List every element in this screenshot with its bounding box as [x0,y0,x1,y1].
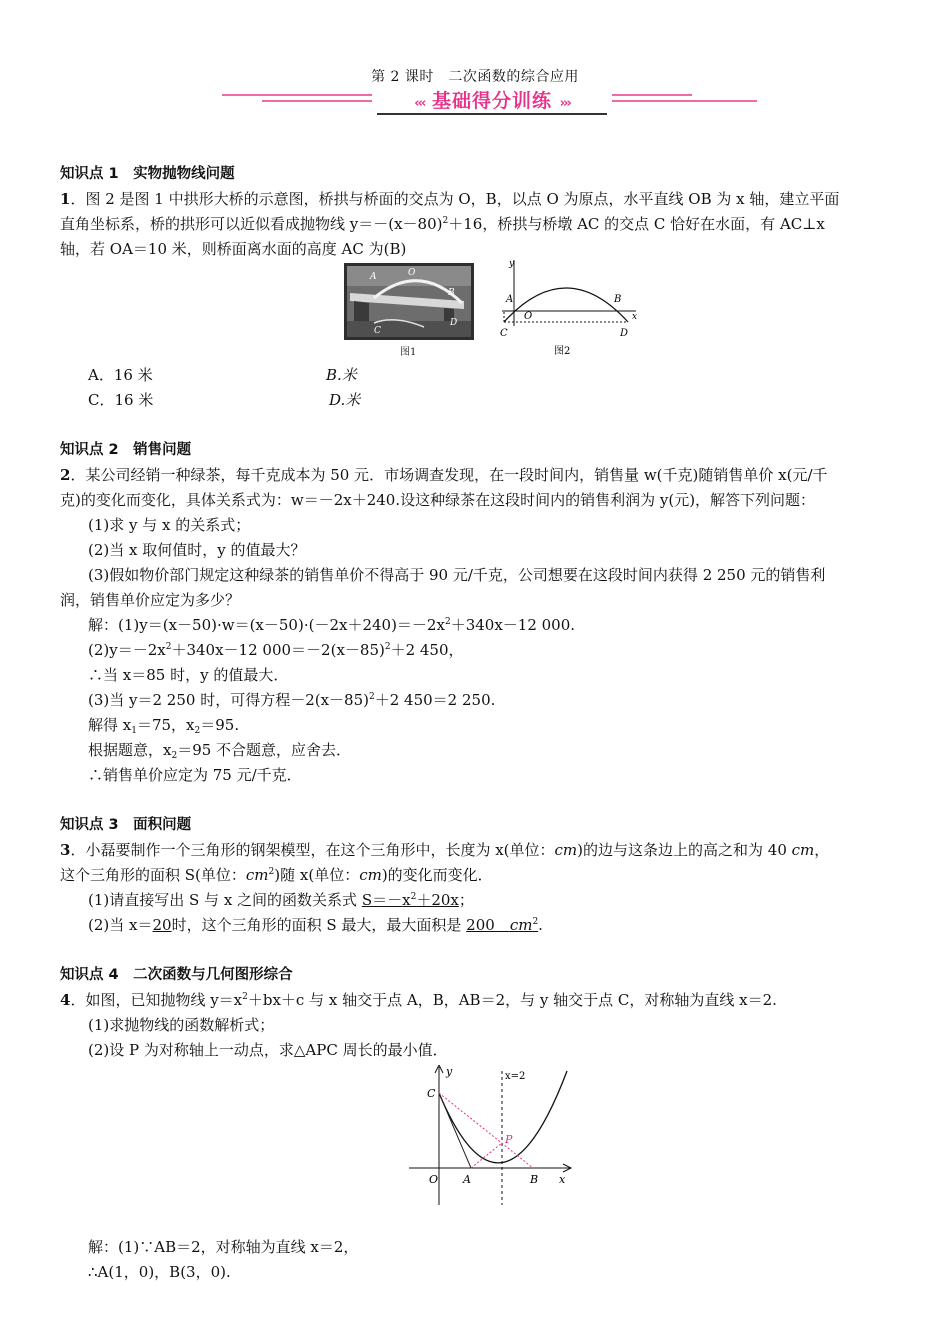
solution-text: 解得 x [88,716,132,734]
unit: cm [245,866,269,884]
q1-text: ．图 2 是图 1 中拱形大桥的示意图，桥拱与桥面的交点为 O，B，以点 O 为原点，水平直线 OB 为 x 轴，建立平面 [70,190,840,208]
banner-text: 基础得分训练 [431,90,552,112]
kp1-title: 知识点 1 实物抛物线问题 [60,166,235,182]
q3-text: ； [458,891,474,909]
q4-number: 4 [60,991,71,1009]
q1-options-row1 [88,364,893,386]
q2-solution-2 [88,639,893,661]
unit: cm [791,841,815,859]
superscript: 2 [268,867,275,877]
q3-text: )随 x(单位： [274,866,360,884]
chevron-right-icon: ››› [559,96,570,111]
q4-solution-2: ∴A(1，0)，B(3，0). [88,1263,231,1281]
q3-text: 时，这个三角形的面积 S 最大，最大面积是 [171,916,467,934]
q1-options-row2 [88,389,893,411]
solution-text: ＋2 450， [390,641,464,659]
q2-number: 2 [60,466,71,484]
answer-text: ＋20x [416,891,459,909]
solution-text: ＋340x－12 000. [450,616,576,634]
q3-text: ， [814,841,830,859]
superscript: 2 [242,992,248,1002]
chevron-left-icon: ‹‹‹ [414,96,425,111]
option-c: C．16 米 [88,391,154,409]
q4-part1: (1)求抛物线的函数解析式； [88,1016,275,1034]
figure-q4-parabola [405,1065,580,1215]
q2-solution-7: ∴销售单价应定为 75 元/千克． [88,766,302,784]
q3-line2 [60,864,895,886]
option-b: B.米 [326,366,357,384]
q4-text: ＋bx＋c 与 x 轴交于点 A，B，AB＝2，与 y 轴交于点 C，对称轴为直线 x＝2. [247,991,777,1009]
superscript: 2 [384,642,391,652]
q2-line2: 克)的变化而变化，具体关系式为：w＝－2x＋240.设这种绿茶在这段时间内的销售利润为 y(元)，解答下列问题： [60,491,816,509]
solution-text: ＝75，x [136,716,195,734]
q2-solution-3: ∴当 x＝85 时，y 的值最大． [88,666,289,684]
unit: cm [359,866,382,884]
section-banner [222,88,762,118]
fig2-caption: 图2 [554,346,571,357]
solution-text: ＝95. [200,716,240,734]
q1-line1 [60,188,895,210]
q3-text: 这个三角形的面积 S(单位： [60,866,246,884]
q1-line3: 轴，若 OA＝10 米，则桥面离水面的高度 AC 为(B) [60,240,407,258]
q3-text: (1)请直接写出 S 与 x 之间的函数关系式 [88,891,362,909]
q4-part2: (2)设 P 为对称轴上一动点，求△APC 周长的最小值． [88,1041,448,1059]
q3-line1 [60,839,895,861]
superscript: 2 [532,917,539,927]
banner-line [612,94,692,96]
fig2-label-x: x [632,312,638,322]
q4-fig-label-y: y [446,1065,453,1078]
q1-text: 直角坐标系，桥的拱形可以近似看成抛物线 y＝－(x－80) [60,215,443,233]
q2-part1: (1)求 y 与 x 的关系式； [88,516,251,534]
kp3-title: 知识点 3 面积问题 [60,817,192,833]
solution-text: ＝95 不合题意，应舍去． [177,741,352,759]
q4-solution-1: 解：(1)∵AB＝2，对称轴为直线 x＝2， [88,1238,359,1256]
q2-part2: (2)当 x 取何值时，y 的值最大？ [88,541,306,559]
fig1-label-o: O [408,268,416,278]
q3-text: . [538,916,543,934]
q3-text: (2)当 x＝ [88,916,153,934]
banner-line [612,100,757,102]
answer-text: x [402,891,411,909]
q1-line2 [60,213,895,235]
figure-1-photo [344,263,474,359]
q3-part2 [88,914,893,936]
q4-fig-label-a: A [463,1173,471,1186]
q3-answer-2: 20 [152,916,172,934]
q4-fig-label-p: P [505,1133,513,1146]
q3-number: 3 [60,841,71,859]
q3-text: )的边与这条边上的高之和为 40 [577,841,792,859]
q4-fig-label-b: B [530,1173,539,1186]
fig1-caption: 图1 [400,347,417,358]
lesson-title: 第 2 课时 二次函数的综合应用 [371,69,579,85]
banner-title [377,89,607,115]
kp4-title: 知识点 4 二次函数与几何图形综合 [60,967,293,983]
figure-2-diagram [496,256,646,359]
q4-fig-label-x: x [559,1173,566,1186]
fig1-label-b: B [448,288,455,298]
fig2-label-a: A [506,294,514,305]
q3-answer-1 [362,891,459,909]
answer-text: S＝－ [361,891,403,909]
answer-text: 200 [466,916,510,934]
q4-fig-label-c: C [427,1087,436,1100]
solution-text: 根据题意，x [88,741,172,759]
banner-line [262,100,372,102]
solution-text: (3)当 y＝2 250 时，可得方程－2(x－85) [88,691,369,709]
subscript: 1 [131,726,137,736]
q1-text: ＋16，桥拱与桥墩 AC 的交点 C 恰好在水面，有 AC⊥x [448,215,825,233]
subscript: 2 [194,726,201,736]
fig1-label-d: D [450,318,458,328]
q2-text: ．某公司经销一种绿茶，每千克成本为 50 元．市场调查发现，在一段时间内，销售量 w(千克)随销售单价 x(元/千 [70,466,828,484]
q2-part3: (3)假如物价部门规定这种绿茶的销售单价不得高于 90 元/千克，公司想要在这段时间内获得 2 250 元的销售利 [88,566,826,584]
kp2-title: 知识点 2 销售问题 [60,442,192,458]
q2-line1 [60,464,895,486]
q1-number: 1 [60,190,71,208]
q2-part3-cont: 润，销售单价应定为多少？ [60,591,241,609]
superscript: 2 [442,216,449,226]
solution-text: ＋2 450＝2 250. [374,691,496,709]
banner-line [222,94,372,96]
unit: cm [554,841,578,859]
q4-line1 [60,989,895,1011]
option-d: D.米 [329,391,361,409]
q4-text: ．如图，已知抛物线 y＝x [70,991,243,1009]
fig1-label-c: C [374,326,381,336]
solution-text: (2)y＝－2x [88,641,166,659]
q4-fig-label-o: O [429,1173,439,1186]
q3-part1 [88,889,893,911]
fig1-label-a: A [370,272,377,282]
fig2-label-d: D [620,328,629,339]
fig2-label-o: O [524,311,533,322]
superscript: 2 [165,642,172,652]
q3-text: ．小磊要制作一个三角形的钢架模型，在这个三角形中，长度为 x(单位： [70,841,555,859]
q2-solution-6 [88,739,893,761]
solution-text: 解：(1)y＝(x－50)·w＝(x－50)·(－2x＋240)＝－2x [88,616,445,634]
fig2-label-b: B [614,294,622,305]
q4-fig-label-axis: x=2 [505,1071,526,1082]
q2-solution-1 [88,614,893,636]
q3-text: )的变化而变化． [381,866,493,884]
option-a: A．16 米 [88,366,153,384]
superscript: 2 [444,617,451,627]
superscript: 2 [410,892,417,902]
q2-solution-4 [88,689,893,711]
q2-solution-5 [88,714,893,736]
fig2-label-c: C [500,328,508,339]
unit: cm [509,916,533,934]
solution-text: ＋340x－12 000＝－2(x－85) [171,641,385,659]
fig2-label-y: y [509,259,515,269]
superscript: 2 [369,692,375,702]
subscript: 2 [171,751,178,761]
q3-answer-3 [466,916,538,934]
